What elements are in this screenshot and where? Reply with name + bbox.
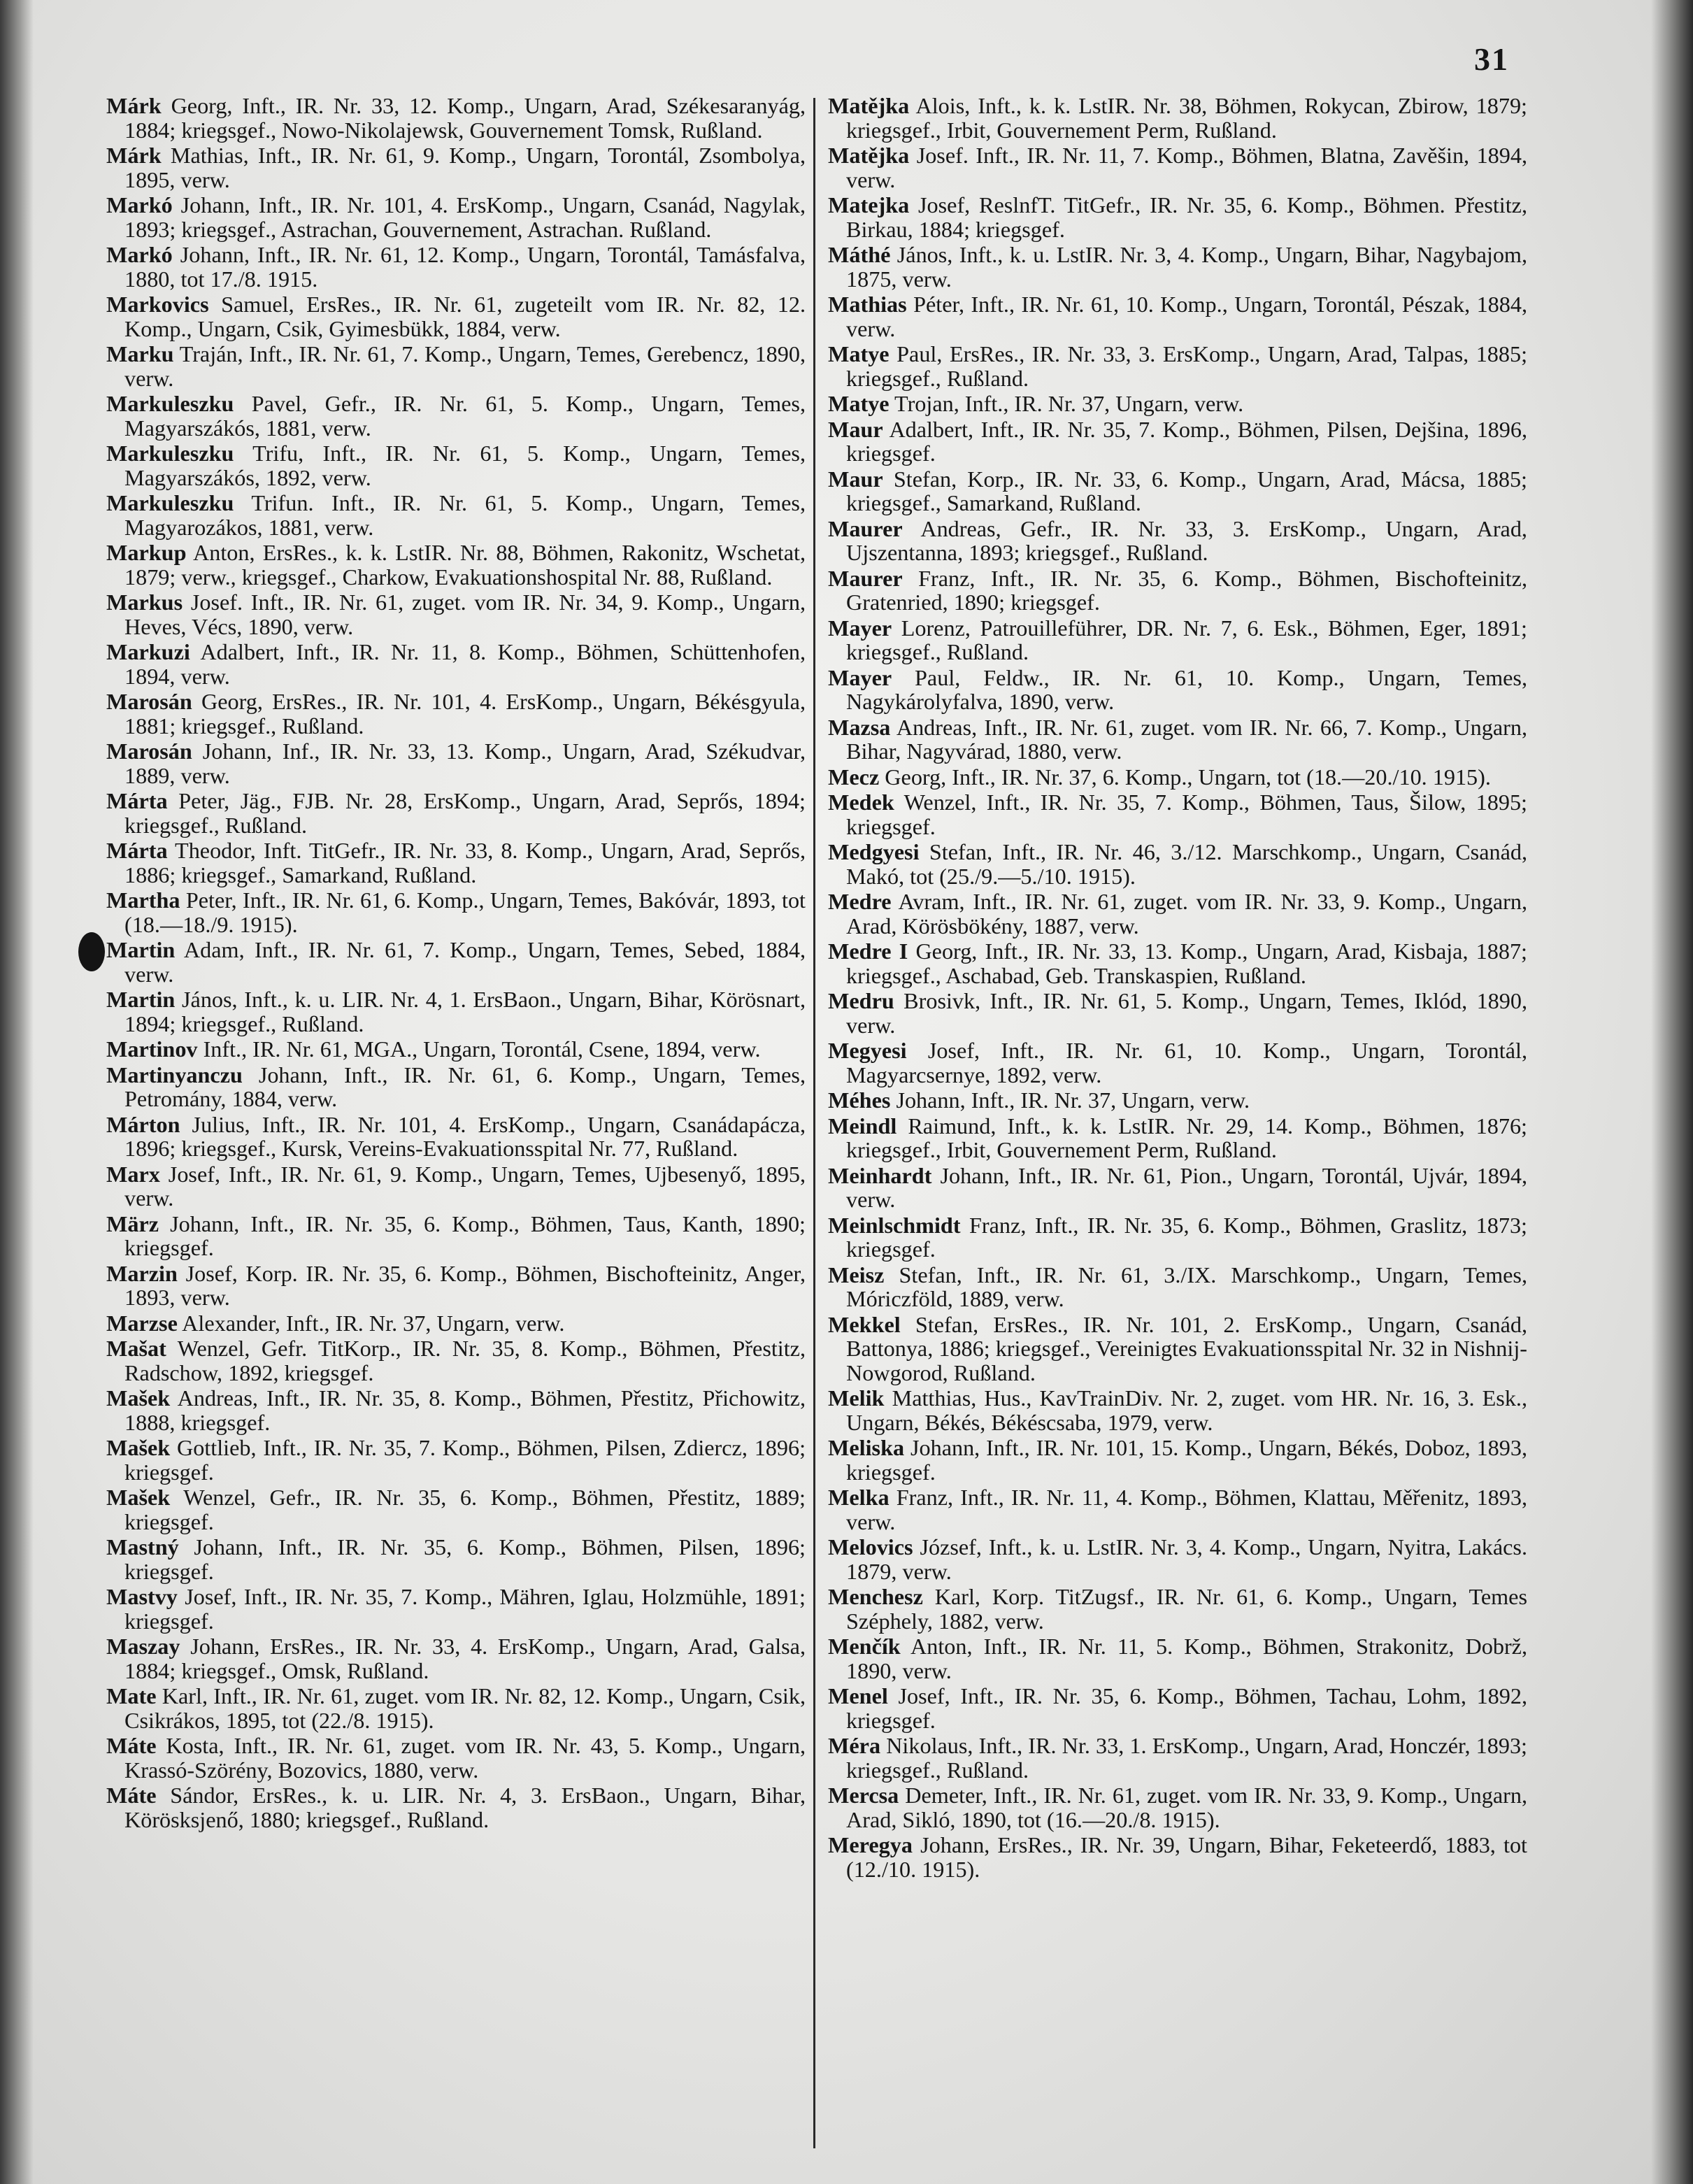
entry-surname: Marosán bbox=[106, 689, 192, 714]
entry-surname: Mašat bbox=[106, 1336, 166, 1361]
register-entry bbox=[828, 143, 1527, 192]
column-divider bbox=[813, 98, 815, 2148]
register-entry bbox=[106, 987, 806, 1036]
left-page-shadow bbox=[0, 0, 34, 2184]
entry-details: Karl, Inft., IR. Nr. 61, zuget. vom IR. Nr. 82, 12. Komp., Ungarn, Csik, Csikrákos, 1895, tot (22./8. 1915). bbox=[124, 1683, 806, 1733]
entry-surname: Melik bbox=[828, 1385, 885, 1411]
entry-details: Trifu, Inft., IR. Nr. 61, 5. Komp., Ungarn, Temes, Magyarszákós, 1892, verw. bbox=[124, 441, 806, 490]
register-entry bbox=[828, 1386, 1527, 1434]
register-entry bbox=[106, 640, 806, 688]
entry-details: Franz, Inft., IR. Nr. 11, 4. Komp., Böhmen, Klattau, Měřenitz, 1893, verw. bbox=[846, 1485, 1527, 1534]
entry-surname: Márk bbox=[106, 93, 162, 118]
entry-details: Josef, ReslnfT. TitGefr., IR. Nr. 35, 6. Komp., Böhmen. Přestitz, Birkau, 1884; kriegsgef. bbox=[846, 192, 1528, 242]
right-column bbox=[828, 94, 1527, 1883]
register-entry bbox=[828, 566, 1527, 615]
register-entry bbox=[106, 1311, 806, 1336]
entry-surname: Mathias bbox=[828, 292, 907, 317]
entry-details: Julius, Inft., IR. Nr. 101, 4. ErsKomp., Ungarn, Csanádapácza, 1896; kriegsgef., Kursk, Vereins-Evakuationsspital Nr. 77, Rußland. bbox=[124, 1111, 806, 1161]
register-entry bbox=[106, 789, 806, 837]
register-entry bbox=[106, 1734, 806, 1782]
entry-details: Peter, Inft., IR. Nr. 61, 6. Komp., Ungarn, Temes, Bakóvár, 1893, tot (18.—18./9. 1915). bbox=[124, 887, 806, 937]
entry-surname: Markuleszku bbox=[106, 441, 234, 466]
entry-details: János, Inft., k. u. LstIR. Nr. 3, 4. Komp., Ungarn, Bihar, Nagybajom, 1875, verw. bbox=[846, 242, 1527, 292]
entry-surname: Maur bbox=[828, 416, 883, 442]
entry-details: Franz, Inft., IR. Nr. 35, 6. Komp., Böhmen, Bischofteinitz, Gratenried, 1890; kriegsgef. bbox=[846, 565, 1528, 615]
entry-surname: Marzin bbox=[106, 1260, 178, 1286]
register-entry bbox=[106, 1783, 806, 1832]
entry-surname: Medre I bbox=[828, 938, 908, 964]
register-entry bbox=[828, 342, 1527, 390]
register-entry bbox=[106, 193, 806, 241]
entry-surname: Marx bbox=[106, 1161, 160, 1187]
entry-details: Stefan, Inft., IR. Nr. 46, 3./12. Marschkomp., Ungarn, Csanád, Makó, tot (25./9.—5./10. 1915). bbox=[846, 839, 1528, 889]
entry-details: Johann, ErsRes., IR. Nr. 39, Ungarn, Bihar, Feketeerdő, 1883, tot (12./10. 1915). bbox=[846, 1832, 1527, 1882]
entry-details: Georg, Inft., IR. Nr. 37, 6. Komp., Ungarn, tot (18.—20./10. 1915). bbox=[885, 764, 1491, 790]
register-entry bbox=[106, 1262, 806, 1310]
entry-surname: Meisz bbox=[828, 1262, 885, 1287]
register-entry bbox=[106, 888, 806, 936]
entry-surname: Martin bbox=[106, 937, 176, 962]
entry-details: Josef, Korp. IR. Nr. 35, 6. Komp., Böhmen, Bischofteinitz, Anger, 1893, verw. bbox=[124, 1260, 806, 1310]
entry-surname: Márk bbox=[106, 143, 162, 168]
entry-details: Johann, Inft., IR. Nr. 61, 12. Komp., Ungarn, Torontál, Tamásfalva, 1880, tot 17./8. 1915. bbox=[124, 242, 806, 292]
entry-details: Johann, Inft., IR. Nr. 35, 6. Komp., Böhmen, Taus, Kanth, 1890; kriegsgef. bbox=[124, 1211, 806, 1260]
entry-details: Lorenz, Patrouilleführer, DR. Nr. 7, 6. Esk., Böhmen, Eger, 1891; kriegsgef., Rußland. bbox=[846, 615, 1527, 664]
entry-surname: Máthé bbox=[828, 242, 891, 267]
entry-details: Adalbert, Inft., IR. Nr. 35, 7. Komp., Böhmen, Pilsen, Dejšina, 1896, kriegsgef. bbox=[846, 416, 1528, 466]
entry-surname: Menel bbox=[828, 1683, 888, 1708]
entry-details: Traján, Inft., IR. Nr. 61, 7. Komp., Ungarn, Temes, Gerebencz, 1890, verw. bbox=[124, 341, 806, 391]
entry-details: Adalbert, Inft., IR. Nr. 11, 8. Komp., Böhmen, Schüttenhofen, 1894, verw. bbox=[124, 639, 806, 689]
entry-surname: Maszay bbox=[106, 1634, 180, 1659]
register-entry bbox=[828, 1164, 1527, 1212]
entry-details: Gottlieb, Inft., IR. Nr. 35, 7. Komp., Böhmen, Pilsen, Zdiercz, 1896; kriegsgef. bbox=[124, 1435, 806, 1485]
entry-surname: Markuzi bbox=[106, 639, 190, 664]
register-entry bbox=[828, 517, 1527, 565]
entry-surname: Markup bbox=[106, 540, 187, 565]
entry-details: Johann, Inf., IR. Nr. 33, 13. Komp., Ungarn, Arad, Székudvar, 1889, verw. bbox=[124, 738, 806, 788]
right-page-shadow bbox=[1651, 0, 1693, 2184]
register-entry bbox=[828, 1088, 1527, 1113]
entry-surname: Mercsa bbox=[828, 1783, 899, 1808]
entry-surname: Méhes bbox=[828, 1087, 891, 1113]
entry-surname: Maurer bbox=[828, 565, 903, 591]
entry-details: Adam, Inft., IR. Nr. 61, 7. Komp., Ungarn, Temes, Sebed, 1884, verw. bbox=[124, 937, 806, 987]
entry-surname: Mecz bbox=[828, 764, 880, 790]
register-entry bbox=[828, 1833, 1527, 1881]
entry-surname: Matejka bbox=[828, 192, 910, 217]
register-entry bbox=[828, 1114, 1527, 1162]
entry-details: Johann, ErsRes., IR. Nr. 33, 4. ErsKomp., Ungarn, Arad, Galsa, 1884; kriegsgef., Omsk, Rußland. bbox=[124, 1634, 806, 1683]
entry-surname: Máte bbox=[106, 1733, 157, 1758]
entry-details: Johann, Inft., IR. Nr. 61, Pion., Ungarn, Torontál, Ujvár, 1894, verw. bbox=[846, 1162, 1527, 1212]
register-entry bbox=[106, 590, 806, 638]
register-entry bbox=[828, 243, 1527, 291]
entry-surname: Martinov bbox=[106, 1036, 198, 1062]
entry-details: Josef, Inft., IR. Nr. 35, 6. Komp., Böhmen, Tachau, Lohm, 1892, kriegsgef. bbox=[846, 1683, 1528, 1733]
register-entry bbox=[106, 1113, 806, 1161]
entry-surname: Meindl bbox=[828, 1113, 897, 1139]
entry-details: Josef, Inft., IR. Nr. 61, 9. Komp., Ungarn, Temes, Ujbesenyő, 1895, verw. bbox=[124, 1161, 806, 1211]
entry-surname: Mayer bbox=[828, 664, 892, 690]
entry-details: Anton, ErsRes., k. k. LstIR. Nr. 88, Böhmen, Rakonitz, Wschetat, 1879; verw., kriegsgef., Charkow, Evakuationshospital Nr. 88, Rußland. bbox=[124, 540, 806, 590]
entry-surname: Mašek bbox=[106, 1485, 171, 1510]
entry-surname: Marosán bbox=[106, 738, 192, 764]
entry-details: Stefan, Korp., IR. Nr. 33, 6. Komp., Ungarn, Arad, Mácsa, 1885; kriegsgef., Samarkand, Rußland. bbox=[846, 466, 1527, 515]
entry-surname: Markuleszku bbox=[106, 490, 234, 515]
register-entry bbox=[106, 342, 806, 390]
entry-details: Paul, ErsRes., IR. Nr. 33, 3. ErsKomp., Ungarn, Arad, Talpas, 1885; kriegsgef., Rußland. bbox=[846, 341, 1528, 391]
entry-details: Johann, Inft., IR. Nr. 101, 15. Komp., Ungarn, Békés, Doboz, 1893, kriegsgef. bbox=[846, 1435, 1527, 1485]
register-entry bbox=[828, 417, 1527, 466]
entry-surname: Markovics bbox=[106, 292, 209, 317]
entry-surname: Meinhardt bbox=[828, 1162, 932, 1188]
entry-details: Brosivk, Inft., IR. Nr. 61, 5. Komp., Ungarn, Temes, Iklód, 1890, verw. bbox=[846, 988, 1527, 1038]
entry-surname: Medgyesi bbox=[828, 839, 920, 864]
entry-surname: Márta bbox=[106, 788, 168, 813]
entry-surname: Martinyanczu bbox=[106, 1062, 243, 1087]
register-entry bbox=[106, 938, 806, 986]
entry-details: Andreas, Gefr., IR. Nr. 33, 3. ErsKomp., Ungarn, Arad, Ujszentanna, 1893; kriegsgef., Rußland. bbox=[846, 515, 1527, 565]
entry-details: Wenzel, Gefr., IR. Nr. 35, 6. Komp., Böhmen, Přestitz, 1889; kriegsgef. bbox=[124, 1485, 806, 1534]
page-number: 31 bbox=[1474, 41, 1509, 77]
register-entry bbox=[828, 193, 1527, 241]
entry-details: Trojan, Inft., IR. Nr. 37, Ungarn, verw. bbox=[894, 391, 1244, 416]
entry-surname: Mate bbox=[106, 1683, 157, 1708]
register-entry bbox=[106, 1436, 806, 1484]
register-entry bbox=[828, 1585, 1527, 1633]
register-entry bbox=[106, 243, 806, 291]
register-entry bbox=[828, 765, 1527, 790]
entry-details: Pavel, Gefr., IR. Nr. 61, 5. Komp., Ungarn, Temes, Magyarszákós, 1881, verw. bbox=[124, 391, 806, 441]
entry-details: Andreas, Inft., IR. Nr. 35, 8. Komp., Böhmen, Přestitz, Přichowitz, 1888, kriegsgef. bbox=[124, 1385, 806, 1435]
entry-surname: Martha bbox=[106, 887, 180, 913]
entry-details: Georg, Inft., IR. Nr. 33, 13. Komp., Ungarn, Arad, Kisbaja, 1887; kriegsgef., Aschabad, Geb. Transkaspien, Rußland. bbox=[846, 938, 1527, 988]
entry-details: Mathias, Inft., IR. Nr. 61, 9. Komp., Ungarn, Torontál, Zsombolya, 1895, verw. bbox=[124, 143, 806, 192]
entry-surname: Mayer bbox=[828, 615, 892, 641]
register-entry bbox=[106, 541, 806, 589]
register-entry bbox=[106, 292, 806, 341]
register-entry bbox=[828, 939, 1527, 987]
entry-details: János, Inft., k. u. LIR. Nr. 4, 1. ErsBaon., Ungarn, Bihar, Körösnart, 1894; kriegsgef., Rußland. bbox=[124, 987, 806, 1036]
entry-details: Stefan, ErsRes., IR. Nr. 101, 2. ErsKomp., Ungarn, Csanád, Battonya, 1886; kriegsgef., Vereinigtes Evakuationsspital Nr. 32 in Nishnij-Nowgorod, Rußland. bbox=[846, 1311, 1528, 1385]
entry-details: Nikolaus, Inft., IR. Nr. 33, 1. ErsKomp., Ungarn, Arad, Honczér, 1893; kriegsgef., Rußland. bbox=[846, 1733, 1527, 1783]
register-entry bbox=[106, 1634, 806, 1683]
register-entry bbox=[106, 690, 806, 738]
entry-surname: Martin bbox=[106, 987, 176, 1012]
entry-details: Paul, Feldw., IR. Nr. 61, 10. Komp., Ungarn, Temes, Nagykárolyfalva, 1890, verw. bbox=[846, 664, 1527, 714]
entry-surname: Maurer bbox=[828, 515, 903, 541]
entry-surname: Meinlschmidt bbox=[828, 1212, 961, 1238]
entry-surname: Máte bbox=[106, 1783, 157, 1808]
entry-details: Raimund, Inft., k. k. LstIR. Nr. 29, 14. Komp., Böhmen, 1876; kriegsgef., Irbit, Gouvernement Perm, Rußland. bbox=[846, 1113, 1527, 1162]
entry-details: Inft., IR. Nr. 61, MGA., Ungarn, Torontál, Csene, 1894, verw. bbox=[203, 1036, 761, 1062]
entry-surname: Matějka bbox=[828, 93, 910, 118]
register-entry bbox=[106, 1535, 806, 1583]
register-entry bbox=[106, 838, 806, 887]
entry-details: Karl, Korp. TitZugsf., IR. Nr. 61, 6. Komp., Ungarn, Temes Széphely, 1882, verw. bbox=[846, 1584, 1527, 1634]
register-entry bbox=[828, 292, 1527, 341]
register-entry bbox=[828, 1684, 1527, 1732]
register-entry bbox=[828, 666, 1527, 714]
register-entry bbox=[828, 616, 1527, 664]
register-entry bbox=[106, 94, 806, 142]
entry-details: Alois, Inft., k. k. LstIR. Nr. 38, Böhmen, Rokycan, Zbirow, 1879; kriegsgef., Irbit, Gouvernement Perm, Rußland. bbox=[846, 93, 1528, 143]
register-entry bbox=[828, 1436, 1527, 1484]
entry-surname: Melka bbox=[828, 1485, 890, 1510]
register-entry bbox=[106, 739, 806, 787]
register-entry bbox=[828, 840, 1527, 888]
entry-details: Wenzel, Gefr. TitKorp., IR. Nr. 35, 8. Komp., Böhmen, Přestitz, Radschow, 1892, kriegsgef. bbox=[124, 1336, 806, 1385]
entry-surname: Matye bbox=[828, 391, 890, 416]
entry-details: Johann, Inft., IR. Nr. 61, 6. Komp., Ungarn, Temes, Petromány, 1884, verw. bbox=[124, 1062, 806, 1111]
register-entry bbox=[106, 441, 806, 490]
entry-details: Andreas, Inft., IR. Nr. 61, zuget. vom IR. Nr. 66, 7. Komp., Ungarn, Bihar, Nagyvárad, 1880, verw. bbox=[846, 714, 1527, 764]
entry-surname: Méra bbox=[828, 1733, 881, 1758]
entry-details: Georg, ErsRes., IR. Nr. 101, 4. ErsKomp., Ungarn, Békésgyula, 1881; kriegsgef., Rußland. bbox=[124, 689, 806, 738]
register-entry bbox=[828, 890, 1527, 938]
register-entry bbox=[828, 1039, 1527, 1087]
register-entry bbox=[828, 1213, 1527, 1262]
entry-surname: Mazsa bbox=[828, 714, 891, 740]
register-entry bbox=[828, 1535, 1527, 1583]
entry-surname: Maur bbox=[828, 466, 883, 492]
register-entry bbox=[106, 1063, 806, 1111]
register-entry bbox=[106, 1386, 806, 1434]
entry-surname: Mastný bbox=[106, 1534, 179, 1560]
entry-surname: Meregya bbox=[828, 1832, 913, 1857]
entry-details: Johann, Inft., IR. Nr. 101, 4. ErsKomp., Ungarn, Csanád, Nagylak, 1893; kriegsgef., Astrachan, Gouvernement, Astrachan. Rußland. bbox=[124, 192, 806, 242]
entry-details: József, Inft., k. u. LstIR. Nr. 3, 4. Komp., Ungarn, Nyitra, Lakács. 1879, verw. bbox=[846, 1534, 1527, 1584]
register-entry bbox=[828, 790, 1527, 838]
entry-details: Alexander, Inft., IR. Nr. 37, Ungarn, verw. bbox=[182, 1310, 565, 1336]
entry-surname: Melovics bbox=[828, 1534, 913, 1560]
entry-details: Samuel, ErsRes., IR. Nr. 61, zugeteilt vom IR. Nr. 82, 12. Komp., Ungarn, Csik, Gyimesbükk, 1884, verw. bbox=[124, 292, 806, 341]
entry-details: Franz, Inft., IR. Nr. 35, 6. Komp., Böhmen, Graslitz, 1873; kriegsgef. bbox=[846, 1212, 1528, 1262]
ink-blot bbox=[78, 932, 105, 971]
entry-details: Anton, Inft., IR. Nr. 11, 5. Komp., Böhmen, Strakonitz, Dobrž, 1890, verw. bbox=[846, 1634, 1527, 1683]
register-entry bbox=[828, 392, 1527, 416]
entry-surname: Markó bbox=[106, 192, 173, 217]
register-entry bbox=[106, 491, 806, 539]
register-entry bbox=[106, 1585, 806, 1633]
entry-surname: Mastvy bbox=[106, 1584, 178, 1609]
register-entry bbox=[828, 1263, 1527, 1311]
register-entry bbox=[828, 1634, 1527, 1683]
entry-surname: März bbox=[106, 1211, 159, 1236]
entry-details: Demeter, Inft., IR. Nr. 61, zuget. vom IR. Nr. 33, 9. Komp., Ungarn, Arad, Sikló, 1890, tot (16.—20./8. 1915). bbox=[846, 1783, 1527, 1832]
entry-details: Kosta, Inft., IR. Nr. 61, zuget. vom IR. Nr. 43, 5. Komp., Ungarn, Krassó-Szörény, Bozovics, 1880, verw. bbox=[124, 1733, 806, 1783]
entry-surname: Márton bbox=[106, 1111, 180, 1137]
register-entry bbox=[106, 143, 806, 192]
entry-surname: Markó bbox=[106, 242, 173, 267]
entry-details: Georg, Inft., IR. Nr. 33, 12. Komp., Ungarn, Arad, Székesaranyág, 1884; kriegsgef., Nowo-Nikolajewsk, Gouvernement Tomsk, Rußland. bbox=[124, 93, 806, 143]
entry-surname: Menchesz bbox=[828, 1584, 923, 1609]
entry-surname: Marzse bbox=[106, 1310, 178, 1336]
register-entry bbox=[828, 467, 1527, 515]
register-entry bbox=[106, 1212, 806, 1260]
entry-surname: Matye bbox=[828, 341, 890, 366]
entry-details: Peter, Jäg., FJB. Nr. 28, ErsKomp., Ungarn, Arad, Seprős, 1894; kriegsgef., Rußland. bbox=[124, 788, 806, 838]
entry-details: Wenzel, Inft., IR. Nr. 35, 7. Komp., Böhmen, Taus, Šilow, 1895; kriegsgef. bbox=[846, 790, 1527, 839]
entry-details: Johann, Inft., IR. Nr. 37, Ungarn, verw. bbox=[896, 1087, 1250, 1113]
entry-surname: Medek bbox=[828, 790, 894, 815]
entry-details: Péter, Inft., IR. Nr. 61, 10. Komp., Ungarn, Torontál, Pészak, 1884, verw. bbox=[846, 292, 1528, 341]
entry-surname: Markuleszku bbox=[106, 391, 234, 416]
register-entry bbox=[828, 1485, 1527, 1534]
entry-details: Trifun. Inft., IR. Nr. 61, 5. Komp., Ungarn, Temes, Magyarozákos, 1881, verw. bbox=[124, 490, 806, 540]
register-entry bbox=[106, 1336, 806, 1385]
register-entry bbox=[106, 1485, 806, 1534]
register-entry bbox=[828, 94, 1527, 142]
register-entry bbox=[106, 1037, 806, 1062]
register-entry bbox=[106, 392, 806, 440]
entry-details: Sándor, ErsRes., k. u. LIR. Nr. 4, 3. ErsBaon., Ungarn, Bihar, Körösksjenő, 1880; kriegsgef., Rußland. bbox=[124, 1783, 806, 1832]
entry-details: Theodor, Inft. TitGefr., IR. Nr. 33, 8. Komp., Ungarn, Arad, Seprős, 1886; kriegsgef., Samarkand, Rußland. bbox=[124, 838, 806, 887]
entry-details: Josef, Inft., IR. Nr. 61, 10. Komp., Ungarn, Torontál, Magyarcsernye, 1892, verw. bbox=[846, 1038, 1527, 1087]
entry-details: Josef, Inft., IR. Nr. 35, 7. Komp., Mähren, Iglau, Holzmühle, 1891; kriegsgef. bbox=[124, 1584, 806, 1634]
left-column bbox=[106, 94, 806, 1833]
entry-surname: Markus bbox=[106, 590, 183, 615]
entry-details: Avram, Inft., IR. Nr. 61, zuget. vom IR. Nr. 33, 9. Komp., Ungarn, Arad, Körösbökény, 1887, verw. bbox=[846, 889, 1527, 938]
entry-details: Matthias, Hus., KavTrainDiv. Nr. 2, zuget. vom HR. Nr. 16, 3. Esk., Ungarn, Békés, Békéscsaba, 1979, verw. bbox=[846, 1385, 1528, 1435]
register-entry bbox=[106, 1684, 806, 1732]
register-entry bbox=[828, 1734, 1527, 1782]
entry-surname: Mekkel bbox=[828, 1311, 901, 1337]
register-entry bbox=[828, 715, 1527, 764]
register-entry bbox=[106, 1162, 806, 1211]
entry-details: Stefan, Inft., IR. Nr. 61, 3./IX. Marschkomp., Ungarn, Temes, Móriczföld, 1889, verw. bbox=[846, 1262, 1527, 1311]
entry-surname: Mašek bbox=[106, 1435, 171, 1460]
entry-surname: Márta bbox=[106, 838, 168, 863]
entry-surname: Medre bbox=[828, 889, 892, 914]
register-entry bbox=[828, 1313, 1527, 1385]
entry-details: Josef. Inft., IR. Nr. 11, 7. Komp., Böhmen, Blatna, Zavěšin, 1894, verw. bbox=[846, 143, 1527, 192]
register-entry bbox=[828, 1783, 1527, 1832]
entry-surname: Meliska bbox=[828, 1435, 905, 1460]
entry-surname: Matějka bbox=[828, 143, 910, 168]
entry-surname: Megyesi bbox=[828, 1038, 907, 1063]
entry-details: Johann, Inft., IR. Nr. 35, 6. Komp., Böhmen, Pilsen, 1896; kriegsgef. bbox=[124, 1534, 806, 1584]
register-entry bbox=[828, 989, 1527, 1037]
entry-surname: Mašek bbox=[106, 1385, 171, 1411]
entry-surname: Marku bbox=[106, 341, 174, 366]
entry-surname: Menčík bbox=[828, 1634, 901, 1659]
entry-surname: Medru bbox=[828, 988, 894, 1013]
entry-details: Josef. Inft., IR. Nr. 61, zuget. vom IR. Nr. 34, 9. Komp., Ungarn, Heves, Vécs, 1890, verw. bbox=[124, 590, 806, 639]
